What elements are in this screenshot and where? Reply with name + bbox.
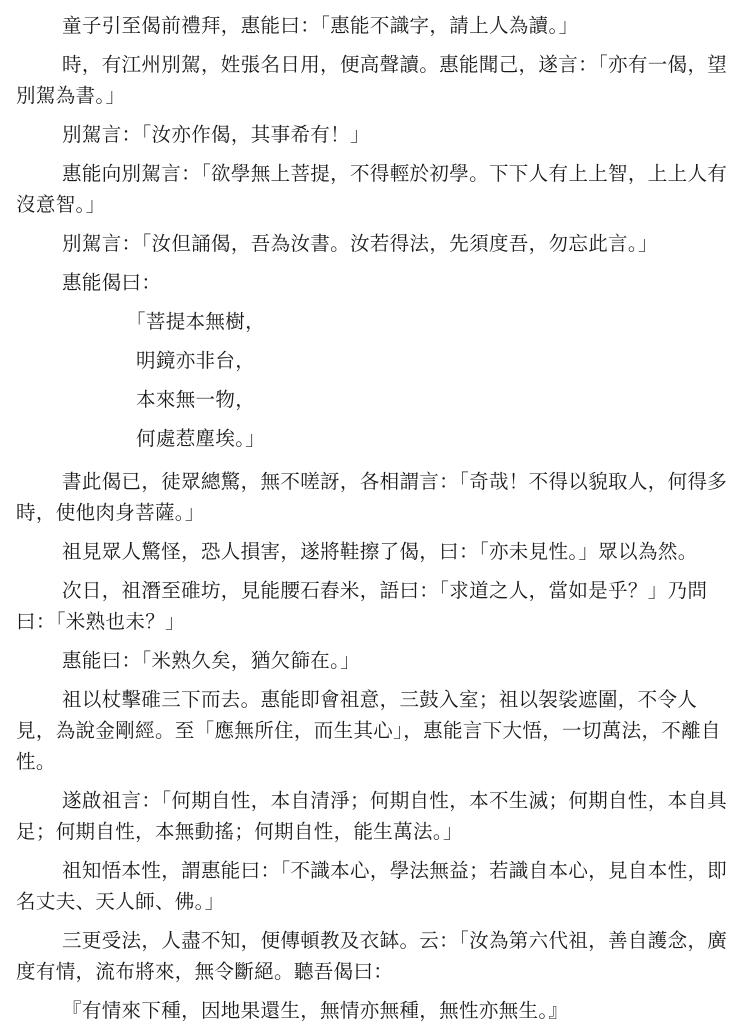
paragraph-10: 祖以杖擊碓三下而去。惠能即會祖意，三鼓入室；祖以袈裟遮圍，不令人見，為說金剛經。至「應無所住，而生其心」，惠能言下大悟，一切萬法，不離自性。 xyxy=(16,688,721,773)
verse-block xyxy=(16,306,734,454)
paragraph-14: 『有情來下種，因地果還生，無情亦無種，無性亦無生。』 xyxy=(62,999,569,1022)
paragraph-0: 童子引至偈前禮拜，惠能曰：「惠能不識字，請上人為讀。」 xyxy=(62,14,579,37)
paragraph-1: 時，有江州別駕，姓張名日用，便高聲讀。惠能聞己，遂言：「亦有一偈，望別駕為書。」 xyxy=(16,53,728,107)
paragraph-2: 別駕言：「汝亦作偈，其事希有！」 xyxy=(62,123,370,146)
paragraph-7: 祖見眾人驚怪，恐人損害，遂將鞋擦了偈，曰：「亦未見性。」眾以為然。 xyxy=(62,540,698,563)
paragraph-5: 惠能偈曰： xyxy=(62,271,162,294)
paragraph-6: 書此偈已，徒眾總驚，無不嗟訝，各相謂言：「奇哉！不得以貌取人，何得多時，使他肉身菩薩。」 xyxy=(16,470,728,524)
paragraph-12: 祖知悟本性，謂惠能曰：「不識本心，學法無益；若識自本心，見自本性，即名丈夫、天人師、佛。」 xyxy=(16,859,728,913)
verse-line-4: 何處惹塵埃。」 xyxy=(136,427,266,450)
paragraph-4: 別駕言：「汝但誦偈，吾為汝書。汝若得法，先須度吾，勿忘此言。」 xyxy=(62,232,658,255)
verse-line-3: 本來無一物， xyxy=(136,388,256,411)
verse-line-2: 明鏡亦非台， xyxy=(136,349,256,372)
paragraph-11: 遂啟祖言：「何期自性，本自清淨；何期自性，本不生滅；何期自性，本自具足；何期自性，本無動搖；何期自性，能生萬法。」 xyxy=(16,789,728,843)
paragraph-13: 三更受法，人盡不知，便傳頓教及衣缽。云：「汝為第六代祖，善自護念，廣度有情，流布將來，無令斷絕。聽吾偈曰： xyxy=(16,929,728,983)
paragraph-9: 惠能曰：「米熟久矣，猶欠篩在。」 xyxy=(62,649,361,672)
paragraph-8: 次日，祖潛至碓坊，見能腰石舂米，語曰：「求道之人，當如是乎？」乃問曰：「米熟也未？」 xyxy=(16,579,708,633)
verse-line-1: 「菩提本無樹， xyxy=(126,310,265,333)
paragraph-3: 惠能向別駕言：「欲學無上菩提，不得輕於初學。下下人有上上智，上上人有沒意智。」 xyxy=(16,162,728,216)
